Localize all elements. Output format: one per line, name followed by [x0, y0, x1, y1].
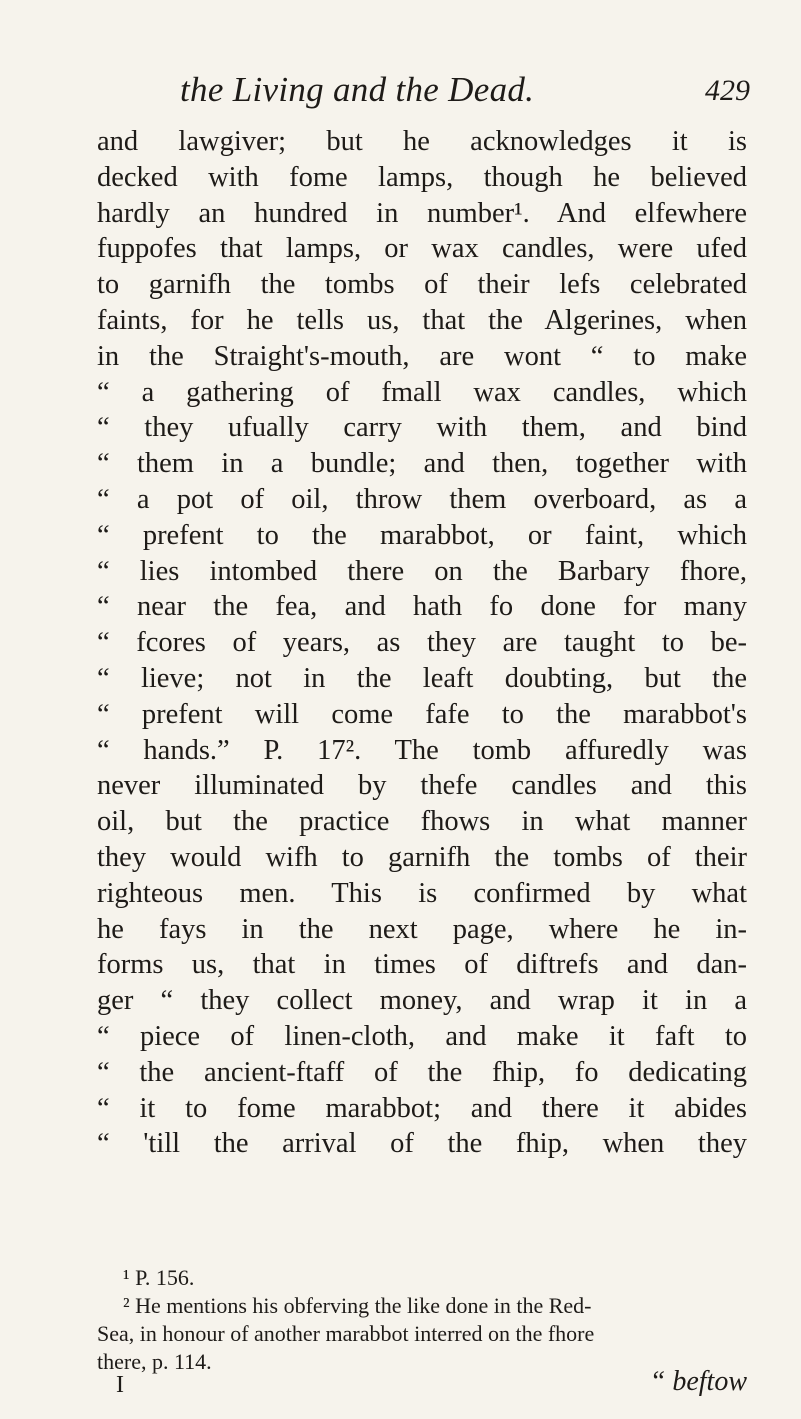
text-line: “ lies intombed there on the Barbary fhore,: [97, 555, 747, 587]
text-line: ger “ they collect money, and wrap it in a: [97, 985, 747, 1017]
text-line: “ prefent will come fafe to the marabbot's: [97, 698, 747, 730]
text-line: “ it to fome marabbot; and there it abides: [97, 1092, 747, 1124]
catchword: “ beftow: [649, 1366, 747, 1397]
text-line: “ they ufually carry with them, and bind: [97, 412, 747, 444]
text-line: “ a gathering of fmall wax candles, which: [97, 376, 747, 408]
text-line: “ fcores of years, as they are taught to be-: [97, 627, 747, 659]
text-line: “ hands.” P. 17². The tomb affuredly was: [97, 734, 747, 766]
text-line: righteous men. This is confirmed by what: [97, 877, 747, 909]
footnote-2-line: ² He mentions his obferving the like done in the Red-: [123, 1293, 592, 1318]
text-line: “ them in a bundle; and then, together with: [97, 448, 747, 480]
running-title: the Living and the Dead.: [180, 70, 535, 109]
footnotes: [97, 1264, 747, 1376]
text-line: “ a pot of oil, throw them overboard, as a: [97, 483, 747, 515]
text-line: he fays in the next page, where he in-: [97, 913, 747, 945]
text-line: “ piece of linen-cloth, and make it faft to: [97, 1020, 747, 1052]
text-line: faints, for he tells us, that the Algerines, when: [97, 304, 747, 336]
text-line: “ the ancient-ftaff of the fhip, fo dedicating: [97, 1056, 747, 1088]
text-line: and lawgiver; but he acknowledges it is: [97, 126, 747, 157]
text-line: “ prefent to the marabbot, or faint, which: [97, 519, 747, 551]
signature-mark: I: [116, 1372, 124, 1398]
text-line: “ 'till the arrival of the fhip, when they: [97, 1128, 747, 1160]
footnote-2-line: there, p. 114.: [97, 1349, 212, 1374]
footnote-1: ¹ P. 156.: [123, 1265, 195, 1290]
text-line: oil, but the practice fhows in what manner: [97, 806, 747, 838]
text-line: to garnifh the tombs of their lefs celebrated: [97, 269, 747, 301]
text-line: “ near the fea, and hath fo done for many: [97, 591, 747, 623]
page-number: 429: [705, 74, 750, 107]
text-line: “ lieve; not in the leaft doubting, but the: [97, 662, 747, 694]
text-line: fuppofes that lamps, or wax candles, were ufed: [97, 233, 747, 265]
text-line: hardly an hundred in number¹. And elfewhere: [97, 197, 747, 229]
footnote-2-line: Sea, in honour of another marabbot interred on the fhore: [97, 1321, 595, 1346]
body-text: [97, 124, 747, 1162]
text-line: never illuminated by thefe candles and this: [97, 770, 747, 802]
page-header: [180, 70, 750, 110]
text-line: decked with fome lamps, though he believed: [97, 161, 747, 193]
text-line: they would wifh to garnifh the tombs of their: [97, 841, 747, 873]
text-line: forms us, that in times of diftrefs and dan-: [97, 949, 747, 981]
text-line: in the Straight's-mouth, are wont “ to make: [97, 340, 747, 372]
